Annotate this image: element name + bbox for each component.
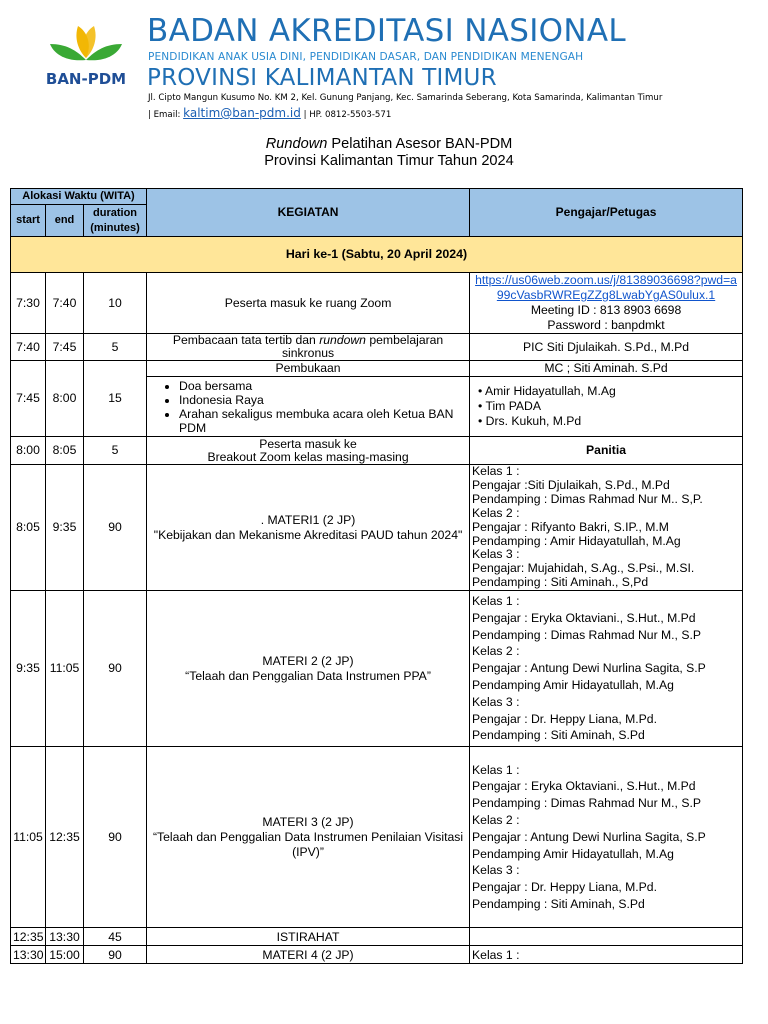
phone-text: | HP. 0812-5503-571 (300, 110, 392, 120)
pengajar-cell (470, 591, 743, 747)
list-item: • Drs. Kukuh, M.Pd (478, 414, 582, 428)
end-cell: 8:00 (46, 361, 84, 437)
kegiatan-list (149, 379, 467, 435)
rundown-table (10, 188, 743, 964)
table-row (11, 591, 743, 747)
pengajar-cell (470, 928, 743, 946)
kegiatan-text-end: pembelajaran sinkronus (281, 333, 444, 360)
list-item: Kelas 1 : (472, 464, 520, 478)
materi-judul: “Telaah dan Penggalian Data Instrumen Penilaian Visitasi (IPV)” (152, 829, 464, 859)
meeting-id: Meeting ID : 813 8903 6698 (530, 303, 682, 317)
table-row (11, 437, 743, 465)
list-item: • Tim PADA (478, 399, 541, 413)
address-line: Jl. Cipto Mangun Kusumo No. KM 2, Kel. Gunung Panjang, Kec. Samarinda Seberang, Kota Samarinda, Kalimantan Timur (148, 93, 663, 103)
header-start: start (11, 205, 46, 237)
start-cell: 8:00 (11, 437, 46, 465)
table-row (11, 928, 743, 946)
duration-cell: 15 (84, 361, 147, 437)
end-cell: 13:30 (46, 928, 84, 946)
organization-title: BADAN AKREDITASI NASIONAL (147, 13, 626, 49)
petugas-cell (470, 377, 743, 437)
list-item: Pengajar : Antung Dewi Nurlina Sagita, S.P (472, 829, 706, 844)
day-header: Hari ke-1 (Sabtu, 20 April 2024) (11, 237, 743, 273)
start-cell: 7:30 (11, 273, 46, 334)
header-end: end (46, 205, 84, 237)
pengajar-list (472, 762, 740, 913)
title-rest: Pelatihan Asesor BAN-PDM (327, 136, 513, 152)
kegiatan-cell (147, 591, 470, 747)
duration-cell: 5 (84, 437, 147, 465)
table-row (11, 465, 743, 591)
list-item: Pendamping : Dimas Rahmad Nur M.. S,P. (472, 491, 703, 506)
email-label: | Email: (148, 110, 184, 120)
header-kegiatan: KEGIATAN (147, 189, 470, 237)
list-item: Pendamping : Dimas Rahmad Nur M., S.P (472, 627, 701, 642)
kegiatan-italic: rundown (319, 333, 366, 347)
pengajar-cell (470, 465, 743, 591)
materi-title: . MATERI1 (2 JP) (260, 512, 356, 527)
start-cell: 8:05 (11, 465, 46, 591)
kegiatan-head: Pembukaan (147, 361, 470, 377)
kegiatan-cell: Peserta masuk ke ruang Zoom (147, 273, 470, 334)
kegiatan-list-cell (147, 377, 470, 437)
list-item: • Amir Hidayatullah, M.Ag (478, 384, 616, 398)
end-cell: 15:00 (46, 946, 84, 964)
list-item: Kelas 1 : (472, 762, 520, 777)
list-item: Pendamping : Siti Aminah, S.Pd (472, 896, 645, 911)
list-item: Kelas 1 : (472, 594, 520, 609)
end-cell: 7:45 (46, 334, 84, 361)
start-cell: 7:40 (11, 334, 46, 361)
list-item: Pengajar : Eryka Oktaviani., S.Hut., M.Pd (472, 779, 696, 794)
email-link[interactable]: kaltim@ban-pdm.id (183, 106, 301, 120)
materi-judul: "Kebijakan dan Mekanisme Akreditasi PAUD tahun 2024" (153, 527, 463, 542)
kegiatan-line: Peserta masuk ke (259, 436, 357, 451)
pengajar-cell: Kelas 1 : (470, 946, 743, 964)
title-italic: Rundown (265, 136, 328, 152)
list-item: Kelas 2 : (472, 644, 520, 659)
kegiatan-cell (147, 465, 470, 591)
list-item: Pengajar : Eryka Oktaviani., S.Hut., M.Pd (472, 610, 696, 625)
kegiatan-cell (147, 437, 470, 465)
list-item: Pendamping Amir Hidayatullah, M.Ag (472, 678, 674, 693)
table-row (11, 946, 743, 964)
start-cell: 12:35 (11, 928, 46, 946)
materi-title: MATERI 3 (2 JP) (262, 814, 354, 829)
list-item: Kelas 3 : (472, 863, 520, 878)
list-item: Pendamping : Siti Aminah., S,Pd (472, 575, 649, 590)
pengajar-cell (470, 747, 743, 928)
pengajar-list (472, 593, 740, 744)
pengajar-cell: PIC Siti Djulaikah. S.Pd., M.Pd (470, 334, 743, 361)
logo-text: BAN-PDM (45, 70, 127, 88)
end-cell: 8:05 (46, 437, 84, 465)
list-item: Pengajar: Mujahidah, S.Ag., S.Psi., M.SI. (472, 561, 695, 576)
materi-judul: “Telaah dan Penggalian Data Instrumen PPA” (185, 668, 431, 683)
list-item: Kelas 2 : (472, 812, 520, 827)
meeting-password: Password : banpdmkt (547, 318, 665, 332)
list-item: Pengajar :Siti Djulaikah, S.Pd., M.Pd (472, 477, 670, 492)
table-row (11, 273, 743, 334)
start-cell: 13:30 (11, 946, 46, 964)
end-cell: 7:40 (46, 273, 84, 334)
list-item: • Doa bersama (179, 379, 467, 393)
kegiatan-cell (147, 334, 470, 361)
kegiatan-line: Breakout Zoom kelas masing-masing (207, 449, 409, 464)
petugas-list (472, 384, 740, 429)
province-title: PROVINSI KALIMANTAN TIMUR (147, 65, 497, 91)
table-row (11, 334, 743, 361)
duration-cell: 10 (84, 273, 147, 334)
pengajar-cell: Panitia (470, 437, 743, 465)
start-cell: 11:05 (11, 747, 46, 928)
header-duration: duration (minutes) (84, 205, 147, 237)
header-alokasi: Alokasi Waktu (WITA) (11, 189, 147, 205)
start-cell: 7:45 (11, 361, 46, 437)
list-item: Kelas 3 : (472, 694, 520, 709)
list-item: • Indonesia Raya (179, 393, 467, 407)
materi-title: MATERI 2 (2 JP) (262, 653, 354, 668)
list-item: Pengajar : Antung Dewi Nurlina Sagita, S.P (472, 661, 706, 676)
table-row (11, 747, 743, 928)
list-item: Pendamping : Siti Aminah, S.Pd (472, 728, 645, 743)
list-item: Pengajar : Rifyanto Bakri, S.IP., M.M (472, 519, 669, 534)
header-pengajar: Pengajar/Petugas (470, 189, 743, 237)
kegiatan-cell (147, 747, 470, 928)
kegiatan-cell: ISTIRAHAT (147, 928, 470, 946)
ban-pdm-logo (36, 20, 136, 92)
list-item: Pengajar : Dr. Heppy Liana, M.Pd. (472, 711, 657, 726)
start-cell: 9:35 (11, 591, 46, 747)
kegiatan-cell: MATERI 4 (2 JP) (147, 946, 470, 964)
duration-cell: 90 (84, 747, 147, 928)
end-cell: 12:35 (46, 747, 84, 928)
duration-cell: 45 (84, 928, 147, 946)
pengajar-cell (470, 273, 743, 334)
list-item: Kelas 3 : (472, 547, 520, 562)
kegiatan-text: Pembacaan tata tertib dan (172, 333, 320, 347)
list-item: Pendamping Amir Hidayatullah, M.Ag (472, 846, 674, 861)
end-cell: 9:35 (46, 465, 84, 591)
zoom-link[interactable]: https://us06web.zoom.us/j/81389036698?pwd=a99cVasbRWREgZZg8LwabYgAS0ulux.1 (475, 273, 737, 302)
list-item: Pengajar : Dr. Heppy Liana, M.Pd. (472, 880, 657, 895)
organization-subtitle: PENDIDIKAN ANAK USIA DINI, PENDIDIKAN DASAR, DAN PENDIDIKAN MENENGAH (148, 51, 584, 63)
contact-line (148, 106, 391, 120)
list-item: Pendamping : Amir Hidayatullah, M.Ag (472, 533, 681, 548)
list-item: • Arahan sekaligus membuka acara oleh Ketua BAN PDM (179, 407, 467, 435)
duration-cell: 5 (84, 334, 147, 361)
duration-cell: 90 (84, 946, 147, 964)
list-item: Pendamping : Dimas Rahmad Nur M., S.P (472, 796, 701, 811)
duration-cell: 90 (84, 465, 147, 591)
duration-cell: 90 (84, 591, 147, 747)
table-row (11, 361, 743, 377)
document-subtitle: Provinsi Kalimantan Timur Tahun 2024 (264, 153, 514, 169)
end-cell: 11:05 (46, 591, 84, 747)
pengajar-list (472, 465, 740, 590)
list-item: Kelas 2 : (472, 505, 520, 520)
pengajar-head: MC ; Siti Aminah. S.Pd (470, 361, 743, 377)
document-title (0, 136, 768, 153)
